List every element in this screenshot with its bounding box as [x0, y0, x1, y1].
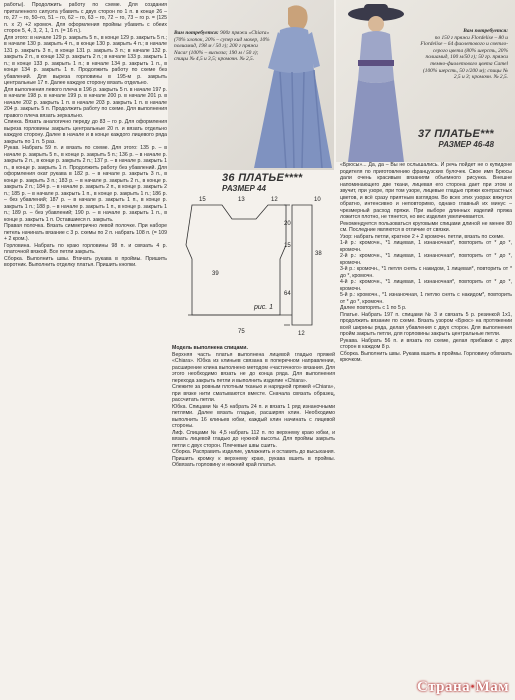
dress-size: РАЗМЕР 46-48 — [438, 140, 494, 149]
dimension-label: 15 — [284, 243, 291, 249]
paragraph: Сборка. Выполнить швы. Втачать рукава в проймы. Пришить воротник. Выполнить отделку платья. Пришить кнопки. — [4, 255, 167, 268]
dimension-label: 12 — [271, 197, 278, 203]
dimension-label: 64 — [284, 291, 291, 297]
paragraph: 4-й р.: кромочн., *1 лицевая, 1 изнаночная*, повторить от * до *, кромочн. — [340, 279, 512, 292]
materials-dress-37 — [416, 28, 508, 81]
watermark-left: Страна — [416, 679, 471, 695]
paragraph: Рекомендуется пользоваться круговыми спицами длиной не менее 80 см. Последние являются в отличие от связки. — [340, 220, 512, 233]
middle-text-column — [172, 345, 335, 675]
materials-heading: Вам потребуется: — [463, 28, 508, 34]
paragraph: Юбка. Спицами № 4,5 набрать 24 п. и вязать 1 ряд изнаночными петлями. Далее вязать гладью, расширяя клин. Необходимо выполнить 16 клиньев юбки, каждый клин начинать с лицевой стороны. — [172, 403, 335, 429]
dimension-label: 38 — [315, 251, 322, 257]
paragraph: 5-й р.: кромочн., *1 изнаночная, 1 петлю снять с накидом*, повторить от * до *, кромочн. — [340, 292, 512, 305]
paragraph: Платье. Набрать 197 п. спицами № 3 и связать 5 р. резинкой 1х1, продолжить вязание по схеме. Вязать узором «Брюс» на протяжении всей ширины ряда, делая убавления с двух сторон. Для выполнения пройм закрыть петли, для горловины закрыть центральные петли. — [340, 311, 512, 337]
watermark-right: Мам — [475, 679, 509, 695]
paragraph: Для выполнения левого плеча в 196 р. закрыть 5 п. в начале 197 р. в начале 198 р. в начале 199 р. в начале 200 р. в начале 201 р. в начале 202 р. закрыть 1 п. в начале 203 р. закрыть 1 п. в начале 204 р. закрыть 5 п. Продолжить работу по схеме. Для выполнения правого плеча вязать зеркально. — [4, 86, 167, 119]
paragraph: Спинка. Вязать аналогично переду до 83 – го р. Для оформления выреза горловины закрыть центральные 20 п. и вязать отдельно каждую сторону. Далее в начале и в конце каждого лицевого ряда закрыть по 1 п. 5 раз. — [4, 119, 167, 145]
sleeve-outline — [292, 205, 312, 325]
dimension-label: 13 — [238, 197, 245, 203]
paragraph: Верхняя часть платья выполнена лицевой гладью пряжей «Chiara». Юбка из клиньев связана в поперечном направлении, расширение клина выполнено методом «частичного» вязания. Для этого необходимо вязать не до конца ряда. Для выполнения перехода закрыть петли и выполнить изделие «Chiara». — [172, 351, 335, 384]
model-photo-dress-36 — [168, 0, 334, 170]
paragraph: Для этого: в начале 129 р. закрыть 5 п., в конце 129 р. закрыть 5 п.; в начале 130 р. закрыть 4 п., в конце 130 р. закрыть 4 п.; в начале 131 р. закрыть 3 п., в конце 131 р. закрыть 3 п.; в начале 132 р. закрыть 2 п., в конце 132 р. закрыть 2 п.; в начале 133 р. закрыть 1 п.; в конце 133 р. закрыть 1 п.; в начале 134 р. закрыть 1 п., в конце 134 р. закрыть 1 п. Продолжить работу по схеме без убавлений. Для выреза горловины в 195-м р. закрыть центральные 17 п. Далее каждую сторону вязать отдельно. — [4, 34, 167, 86]
materials-heading: Вам потребуется: — [174, 30, 219, 36]
paragraph: работы). Продолжить работу по схеме. Для создания приталенного силуэта убавить с двух сторон по 1 п. в конце 26 – го, 27 – го, 50–го, 51 – го, 62 – го, 63 – го, 72 – го, 73 – го р. = (125 п. х 2) +2 кромоч. Для оформления проймы убавить с обеих сторон 5, 4, 3, 2, 1, 1 п. (= 16 п.). — [4, 2, 167, 34]
left-text-column — [4, 2, 167, 674]
materials-dress-36 — [174, 30, 272, 63]
right-text-column — [340, 162, 512, 672]
dimension-label: 20 — [284, 221, 291, 227]
paragraph: 2-й р.: кромочн., *1 лицевая, 1 изнаночная*, повторить от * до *, кромочн. — [340, 253, 512, 266]
paragraph: Рукав. Набрать 59 п. и вязать по схеме. Для этого: 135 р. – в начале р. закрыть 5 п., в конце р. закрыть 5 п.; 136 р. – в начале р. закрыть 2 п., в конце р. закрыть 2 п.; 137 р. – в начале р. закрыть 1 п., в конце р. закрыть 1 п. Продолжить работу без убавлений. Для оформления окат рукава в 182 р. – в начале р. закрыть 3 п., в конце р. закрыть 3 п.; 183 р. – в начале р. закрыть 2 п., в конце р. закрыть 2 п.; 184 р. – в начале р. закрыть 2 п., в конце р. закрыть 2 п.; 185 р. – в начале р. закрыть 1 п., в конце р. закрыть 1 п.; 186 р. – без убавлений; 187 р. – в начале р. закрыть 1 п., в конце р. закрыть 1 п.; 188 р. – в начале р. закрыть 1 п., в конце р. закрыть 1 п.; 189 р. – без убавлений; 190 р. – в начале р. закрыть 1 п., в конце р. закрыть 1 п. Оставшиеся п. закрыть. — [4, 145, 167, 223]
dress-37-header — [418, 128, 494, 149]
dress-title: 36 ПЛАТЬЕ**** — [222, 172, 303, 184]
materials-text: 900г пряжи «Chiara» (70% хлопок, 20% – супер кид мохер, 10% полиамид, 198 м / 50 г); 200 г пряжи Nacar (100% – вискоза; 190 м / 50 г); спицы № 4,5 и 3,5; кромочн. № 2,5. — [174, 30, 270, 63]
dress-title: 37 ПЛАТЬЕ*** — [418, 128, 494, 140]
paragraph: Лиф. Спицами № 4,5 набрать 112 п. по верхнему краю юбки, и вязать лицевой гладью до нужной высоты. Для проймы закрыть петли с двух сторон. Плечевые швы сшить. — [172, 429, 335, 449]
figure-caption: рис. 1 — [254, 304, 274, 311]
materials-text: по 150 г пряжи Flordelise – 80 и Flordelise – 64 фиолетового и светло-серого цвета (80% шерсть, 20% полиамид, 100 м/50 г); 50 гр. пряжи темно-фиолетового цвета Camel (100% шерсть, 50 г/200 м); спицы № 2,5 и 3; кромочн. № 2,5. — [420, 34, 508, 81]
paragraph: Модель выполнена спицами. — [172, 345, 248, 351]
paragraph: Горловина. Набрать по краю горловины 98 п. и связать 4 р. платочной вязкой. Все петли закрыть. — [4, 242, 167, 255]
dress-size: РАЗМЕР 44 — [222, 184, 266, 193]
paragraph: 1-й р.: кромочн., *1 лицевая, 1 изнаночная*, повторить от * до *, кромочн. — [340, 240, 512, 253]
dimension-label: 10 — [314, 197, 321, 203]
paragraph: Сборка. Выполнить швы. Рукава вшить в проймы. Горловину обвязать крючком. — [340, 350, 512, 363]
paragraph: 3-й р.: кромочн., *1 петля снять с накидом, 1 лицевая*, повторить от * до *, кромочн. — [340, 266, 512, 279]
paragraph: Слежите за ровным плотным тканью и нарядной пряжей «Chiara», при вязке нити сматываются вместе. Сначала связать образец, рассчитать петли. — [172, 384, 335, 403]
paragraph: Сборка. Расправить изделие, увлажнить и оставить до высыхания. Пришить кромку к верхнему краю, рукава вшить в проймы. Обвязать горловину и нижний край платья. — [172, 449, 335, 468]
dimension-label: 15 — [199, 197, 206, 203]
front-piece-outline — [186, 205, 286, 315]
paragraph: «Брюсы»... Да, да – Вы не ослышались. И речь пойдет не о купидоне родителя по приготовлению французских булочек. Свое имя Брюсы дали очень красивым вязаниям объемного рисунка. Внешне напоминающего две ткани, лицевая его сторона дает при этом и звучит, при узоре, при том узоре, лицевые гладью пряжи контрастных цветов, и всё сразу приятным взглядом. Во всех этих узорах вяжутся обратно, интенсивно и неповторимо, однако главный их минус – чрезмерный расход пряжи. При выборе длинных изделий пряжа ложится плотно, не тянется, но вес изделия увеличивается. — [340, 162, 512, 220]
paragraph: Рукава. Набрать 56 п. и вязать по схеме, делая прибавки с двух сторон в каждом 8 р. — [340, 337, 512, 350]
dimension-label: 75 — [238, 329, 245, 335]
site-watermark: Страна·Мам — [416, 679, 509, 695]
pattern-schema — [172, 185, 337, 345]
paragraph: Далее повторять с 1 по 5 р. — [340, 305, 407, 311]
paragraph: Правая полочка. Вязать симметрично левой полочке. При наборе петель начинать вязание с 3 р. схемы по 2 п. набрать 108 п. (= 109 + 2 кром.). — [4, 223, 167, 242]
dimension-label: 12 — [298, 331, 305, 337]
dimension-label: 39 — [212, 271, 219, 277]
pattern-schema-diagram — [172, 185, 337, 345]
paragraph: Узор: набрать петли, кратное 2 + 2 кромочн. петли, вязать по схеме. — [340, 233, 505, 240]
